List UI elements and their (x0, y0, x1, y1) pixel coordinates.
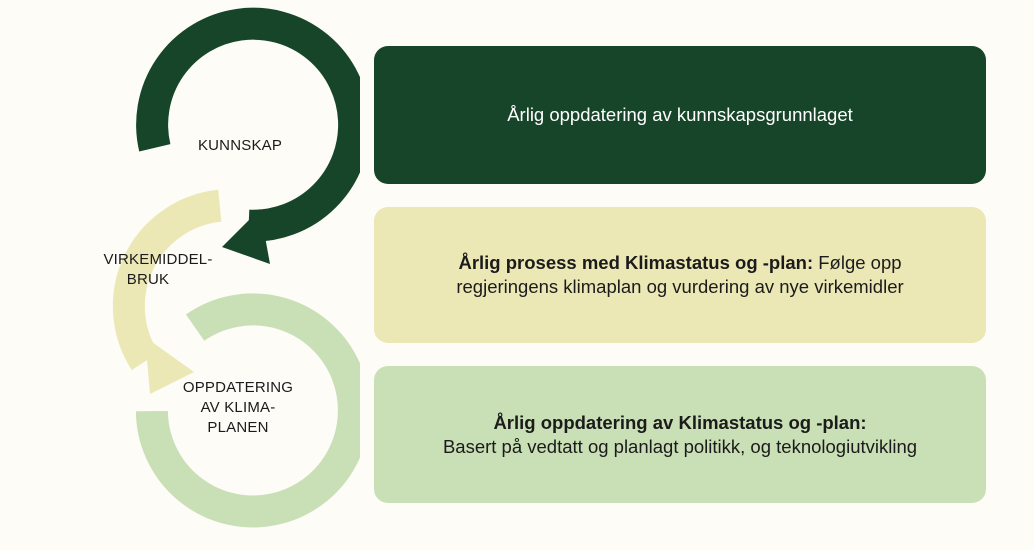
box-virkemiddel-rest2: regjeringens klimaplan og vurdering av nye virkemidler (456, 276, 904, 297)
ring-kunnskap-arc (152, 24, 354, 226)
label-oppdatering (168, 378, 308, 438)
label-kunnskap-text: KUNNSKAP (197, 137, 283, 154)
label-virkemiddel-line2: BRUK (126, 271, 170, 288)
box-virkemiddel-bold: Årlig prosess med Klimastatus og -plan: (458, 252, 814, 273)
box-oppdatering-bold: Årlig oppdatering av Klimastatus og -plan: (493, 411, 867, 433)
box-kunnskap (374, 46, 986, 184)
label-oppdatering-line3: PLANEN (207, 419, 269, 436)
box-kunnskap-text: Årlig oppdatering av kunnskapsgrunnlaget (507, 104, 853, 125)
box-virkemiddelbruk (374, 207, 986, 343)
box-virkemiddel-line1 (458, 251, 901, 275)
box-oppdatering-rest: Basert på vedtatt og planlagt politikk, og teknologiutvikling (442, 435, 918, 457)
box-oppdatering (374, 366, 986, 503)
label-oppdatering-line2: AV KLIMA- (200, 399, 276, 416)
ring-virkemiddel (129, 206, 220, 394)
label-virkemiddel-line1: VIRKEMIDDEL- (103, 251, 213, 268)
label-virkemiddelbruk (88, 250, 228, 290)
label-oppdatering-line1: OPPDATERING (182, 379, 294, 396)
box-virkemiddel-rest1: Følge opp (813, 252, 902, 273)
label-kunnskap (180, 136, 300, 156)
